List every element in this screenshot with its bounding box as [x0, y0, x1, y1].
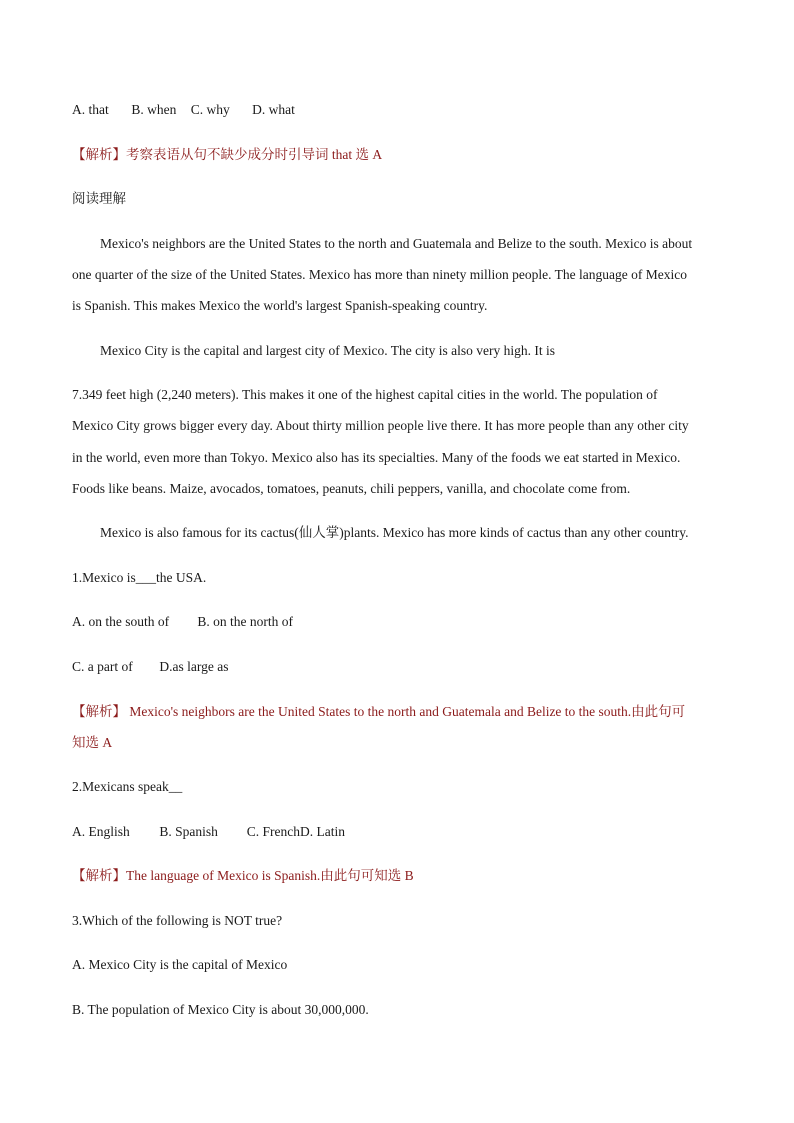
passage-p1-line2: one quarter of the size of the United States. Mexico has more than ninety million people. The language of Mexico [72, 267, 687, 282]
analysis-text: 考察表语从句不缺少成分时引导词 that 选 A [126, 147, 383, 162]
q1-option-a: A. on the south of [72, 614, 170, 629]
prev-question-analysis [72, 146, 382, 164]
option-c: C. why [190, 102, 230, 117]
q3-option-a: A. Mexico City is the capital of Mexico [72, 957, 288, 972]
passage-p2-line1: Mexico City is the capital and largest city of Mexico. The city is also very high. It is [100, 343, 556, 358]
q2-analysis [72, 867, 414, 885]
q2-stem: 2.Mexicans speak__ [72, 779, 183, 794]
passage-p1-line1: Mexico's neighbors are the United States to the north and Guatemala and Belize to the south. Mexico is about [100, 236, 693, 251]
q3-stem: 3.Which of the following is NOT true? [72, 913, 283, 928]
section-title: 阅读理解 [72, 191, 126, 206]
q1-analysis-text: Mexico's neighbors are the United States to the north and Guatemala and Belize to the south.由此句可 [126, 704, 686, 719]
q2-option-d: D. Latin [300, 824, 345, 839]
passage-p2-line4: in the world, even more than Tokyo. Mexico also has its specialties. Many of the foods we eat started in Mexico. [72, 450, 681, 465]
passage-p2-line2: 7.349 feet high (2,240 meters). This makes it one of the highest capital cities in the world. The population of [72, 387, 658, 402]
analysis-tag: 【解析】 [72, 868, 126, 883]
q1-options-ab [72, 613, 293, 631]
q2-analysis-text: The language of Mexico is Spanish.由此句可知选 B [126, 868, 414, 883]
analysis-tag: 【解析】 [72, 147, 126, 162]
q2-option-c: C. French [246, 824, 300, 839]
q1-option-d: D.as large as [159, 659, 229, 674]
q1-option-c: C. a part of [72, 659, 133, 674]
q2-option-b: B. Spanish [159, 824, 218, 839]
passage-p3-line1: Mexico is also famous for its cactus(仙人掌)plants. Mexico has more kinds of cactus than any other country. [100, 525, 689, 540]
passage-p1-line3: is Spanish. This makes Mexico the world's largest Spanish-speaking country. [72, 298, 488, 313]
prev-question-options [72, 101, 295, 119]
q1-analysis-line2: 知选 A [72, 735, 113, 750]
q2-option-a: A. English [72, 824, 130, 839]
option-b: B. when [131, 102, 177, 117]
option-d: D. what [252, 102, 295, 117]
passage-p2-line3: Mexico City grows bigger every day. About thirty million people live there. It has more people than any other city [72, 418, 689, 433]
q1-analysis-line1 [72, 703, 685, 721]
q2-options [72, 823, 345, 841]
q1-option-b: B. on the north of [197, 614, 293, 629]
q3-option-b: B. The population of Mexico City is about 30,000,000. [72, 1002, 369, 1017]
q1-stem: 1.Mexico is___the USA. [72, 570, 207, 585]
q1-options-cd [72, 658, 228, 676]
passage-p2-line5: Foods like beans. Maize, avocados, tomatoes, peanuts, chili peppers, vanilla, and chocolate come from. [72, 481, 631, 496]
analysis-tag: 【解析】 [72, 704, 126, 719]
option-a: A. that [72, 102, 109, 117]
